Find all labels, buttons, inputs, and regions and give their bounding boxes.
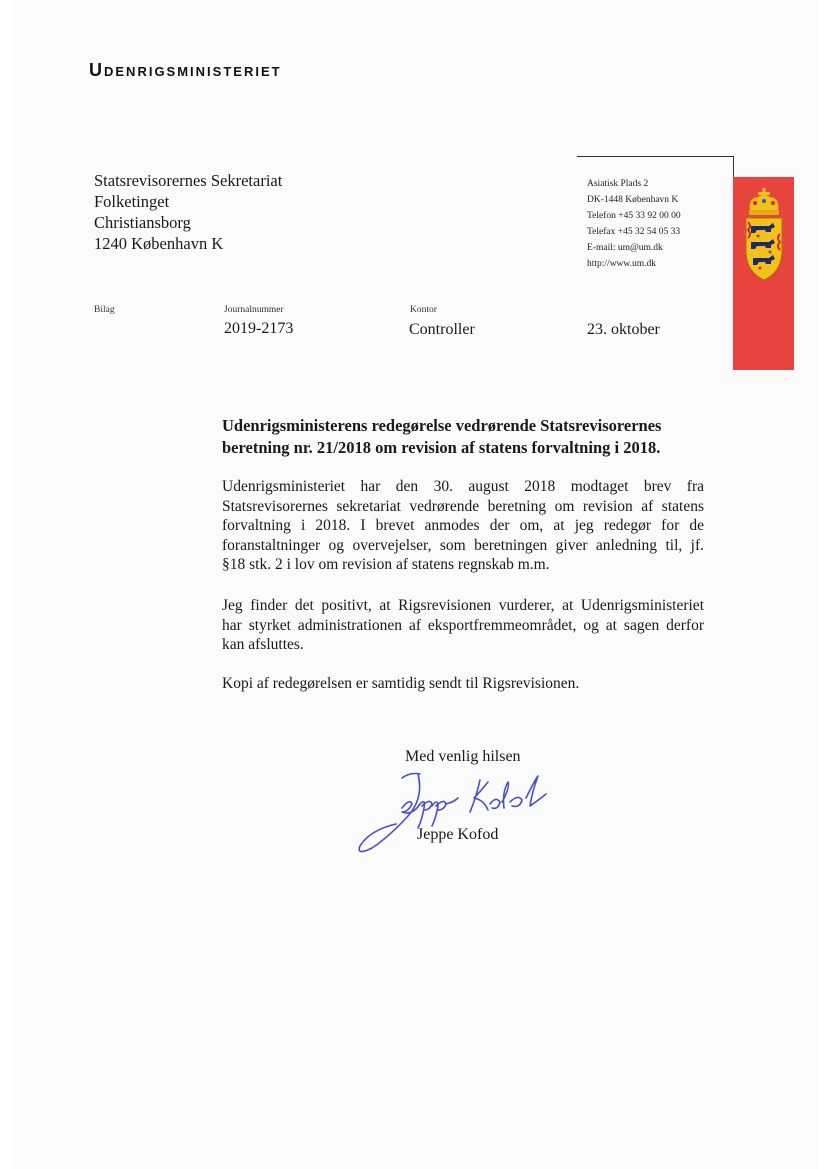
recipient-line: Folketinget	[94, 192, 170, 211]
subject-line: Udenrigsministerens redegørelse vedrørende Statsrevisorernes	[222, 416, 662, 435]
paragraph-line: Statsrevisorernes sekretariat vedrørende beretning om revision af statens	[222, 497, 704, 515]
handwritten-signature-icon	[350, 768, 565, 858]
contact-line: Telefon +45 33 92 00 00	[587, 211, 681, 221]
paragraph-line: Jeg finder det positivt, at Rigsrevisionen vurderer, at Udenrigsministeriet	[222, 597, 704, 614]
closing-greeting: Med venlig hilsen	[405, 748, 521, 765]
paragraph-line: §18 stk. 2 i lov om revision af statens regnskab m.m.	[222, 556, 550, 573]
contact-line: DK-1448 København K	[587, 195, 679, 205]
signer-name: Jeppe Kofod	[417, 826, 499, 843]
recipient-line: Statsrevisorernes Sekretariat	[94, 171, 283, 190]
letter-subject	[222, 415, 722, 459]
body-paragraph-2	[222, 596, 704, 655]
contact-line: E-mail: um@um.dk	[587, 243, 663, 253]
paragraph-line: Udenrigsministeriet har den 30. august 2018 modtaget brev fra	[222, 478, 704, 495]
paragraph-line: Kopi af redegørelsen er samtidig sendt til Rigsrevisionen.	[222, 675, 580, 692]
recipient-address	[94, 170, 282, 254]
ministry-letterhead: Udenrigsministeriet	[89, 60, 282, 80]
contact-line: Asiatisk Plads 2	[587, 179, 649, 189]
body-paragraph-3	[222, 674, 704, 694]
bilag-label: Bilag	[94, 305, 115, 315]
journal-label: Journalnummer	[224, 305, 284, 315]
letter-date: 23. oktober	[587, 321, 660, 338]
paragraph-line: foranstaltninger og overvejelser, som beretningen giver anledning til, jf.	[222, 536, 704, 554]
body-paragraph-1	[222, 477, 704, 575]
journal-number: 2019-2173	[224, 320, 294, 337]
paragraph-line: forvaltning i 2018. I brevet anmodes der om, at jeg redegør for de	[222, 517, 704, 534]
recipient-line: 1240 København K	[94, 234, 224, 253]
contact-line: Telefax +45 32 54 05 33	[587, 227, 681, 237]
recipient-line: Christiansborg	[94, 213, 191, 232]
paragraph-line: har styrket administrationen af eksportfremmeområdet, og at sagen derfor	[222, 616, 704, 634]
subject-line: beretning nr. 21/2018 om revision af statens forvaltning i 2018.	[222, 438, 661, 457]
address-divider-horizontal	[577, 156, 734, 157]
danish-coat-of-arms-icon	[738, 188, 790, 284]
sender-contact-block	[587, 176, 681, 272]
paragraph-line: kan afsluttes.	[222, 636, 304, 653]
address-divider-vertical	[733, 156, 734, 178]
contact-line: http://www.um.dk	[587, 259, 657, 269]
office-label: Kontor	[410, 305, 437, 315]
office-value: Controller	[409, 321, 475, 338]
